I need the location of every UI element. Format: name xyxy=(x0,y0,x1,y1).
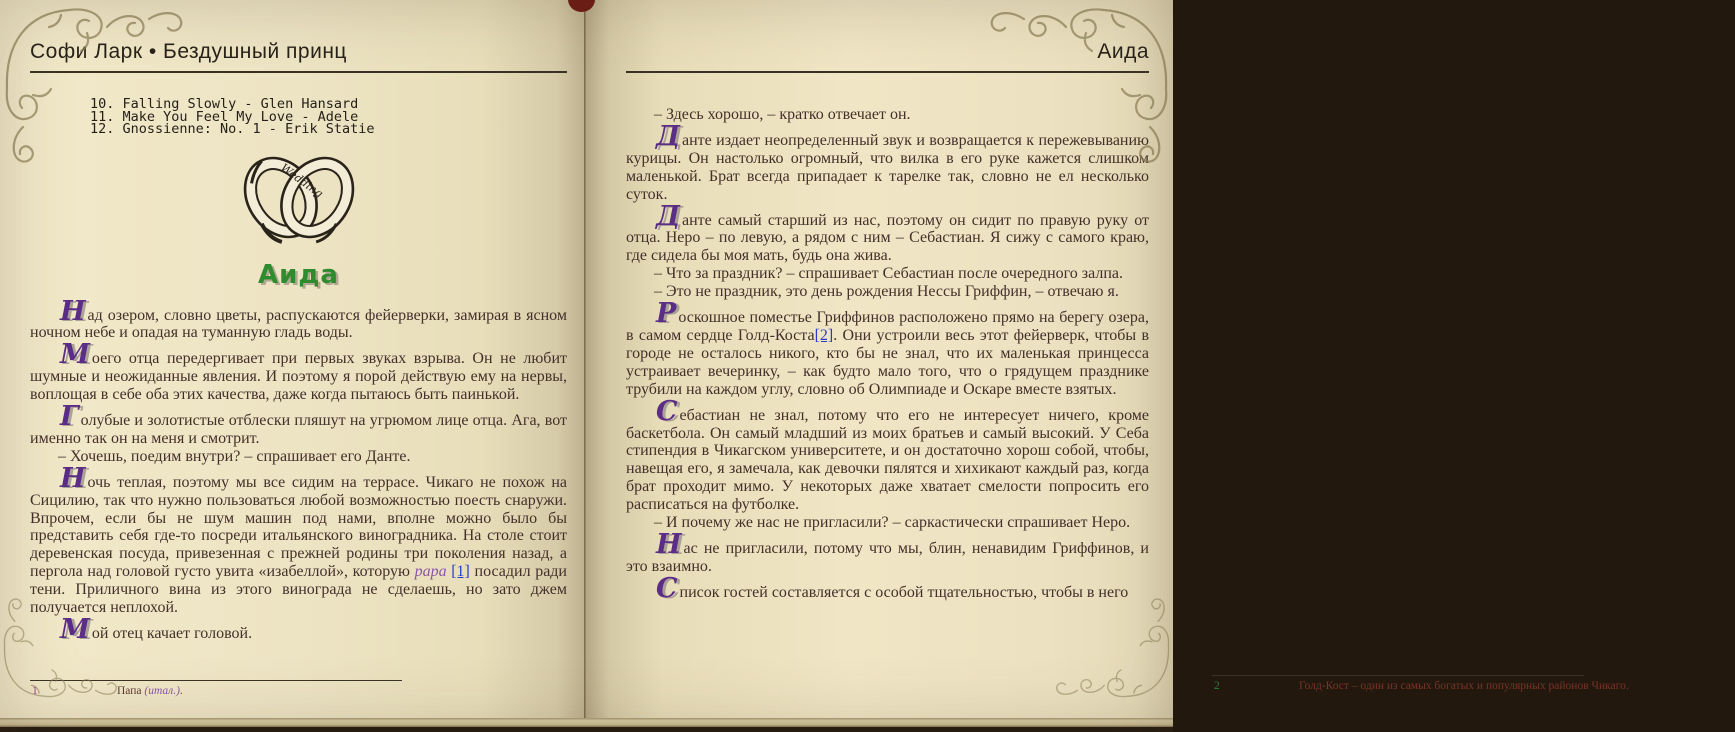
paragraph xyxy=(626,298,1150,399)
paragraph xyxy=(30,295,567,343)
running-header-right: Аида xyxy=(626,40,1149,73)
dialogue-line xyxy=(626,514,1149,532)
corner-ornament-top-right xyxy=(975,3,1170,155)
text-run: писок гостей составляется с особой тщательностью, чтобы в него xyxy=(679,583,1129,601)
drop-cap: Г xyxy=(60,401,79,433)
text-run: оскошное поместье Гриффинов расположено прямо на берегу озера, в самом сердце Голд-Коста xyxy=(626,309,1149,344)
drop-cap: С xyxy=(656,395,678,427)
text-run: Голд-Кост – один из самых богатых и популярных районов Чикаго. xyxy=(1299,680,1629,692)
drop-cap: Д xyxy=(656,120,681,152)
footnote-link[interactable]: [2] xyxy=(814,326,834,344)
wedding-rings-illustration xyxy=(233,145,365,251)
playlist-item: 12. Gnossienne: No. 1 - Erik Statie xyxy=(90,121,375,137)
text-run: . xyxy=(179,685,183,697)
page-edges xyxy=(0,718,1173,727)
text-run: ад озером, словно цветы, распускаются фейерверки, замирая в ясном ночном небе и опадая на туманную гладь воды. xyxy=(30,306,567,342)
drop-cap: Н xyxy=(60,462,86,494)
text-run: анте издает неопределенный звук и возвращается к пережевыванию курицы. Он настолько огромный, что вилка в его руке кажется слишком маленькой. Брат всегда припадает к тарелке так, словно не ел несколько суток. xyxy=(626,131,1149,203)
text-run: ой отец качает головой. xyxy=(91,625,253,642)
running-header-left: Софи Ларк • Бездушный принц xyxy=(30,40,567,73)
footnote-right xyxy=(1212,675,1735,692)
drop-cap: Н xyxy=(656,528,682,560)
chapter-title: Аида xyxy=(258,259,339,290)
text-run: – Хочешь, поедим внутри? – спрашивает его Данте. xyxy=(58,447,411,465)
text-run: олубые и золотистые отблески пляшут на угрюмом лице отца. Ага, вот именно так он на меня и смотрит. xyxy=(30,412,567,447)
text-run: оего отца передергивает при первых звуках взрыва. Он не любит шумные и неожиданные явления. И поэтому я порой действую ему на нервы, воплощая в себе оба этих качества, даже когда пытаюсь быть паинькой. xyxy=(30,350,567,404)
footnote-text xyxy=(117,685,567,697)
wedding-rings-icon xyxy=(233,145,365,251)
text-run: посадил ради тени. Приличного вина из этого винограда не сделаешь, но зато джем получается неплохой. xyxy=(30,563,567,617)
text-run: – Это не праздник, это день рождения Нессы Гриффин, – отвечаю я. xyxy=(654,283,1119,301)
text-run: Папа xyxy=(117,685,145,697)
drop-cap: М xyxy=(60,614,90,645)
playlist-item: 10. Falling Slowly - Glen Hansard xyxy=(90,96,359,112)
footnote-number: 2 xyxy=(1214,680,1220,692)
paragraph xyxy=(626,200,1149,266)
text-run: ас не пригласили, потому что мы, блин, ненавидим Гриффинов, и это взаимно. xyxy=(626,539,1149,575)
text-run: – Что за праздник? – спрашивает Себастиан после очередного залпа. xyxy=(654,265,1124,283)
drop-cap: Р xyxy=(656,298,677,330)
drop-cap: Д xyxy=(656,200,681,232)
text-run: очь теплая, поэтому мы все сидим на террасе. Чикаго не похож на Сицилию, так что нужно пользоваться любой возможностью поесть снаружи. Впрочем, если бы не шум машин под нами, вполне можно было бы представить себя где-то посреди итальянского виноградника. На столе стоит деревенская посуда, привезенная с прежней родины три поколения назад, а пергола над головой густо увита «изабеллой», которую xyxy=(30,473,567,581)
dialogue-line xyxy=(30,448,567,466)
paragraph xyxy=(626,395,1149,514)
page-body-right xyxy=(626,106,1149,602)
book-spine xyxy=(584,0,586,718)
italic-term: (итал.) xyxy=(144,685,180,697)
footnote-rule xyxy=(1212,675,1584,676)
paragraph xyxy=(30,339,567,404)
corner-ornament-bottom-left xyxy=(2,588,127,716)
book-cover-edge xyxy=(0,727,1173,732)
dialogue-line xyxy=(626,283,1149,301)
text-run: . Они устроили весь этот фейерверк, чтобы в городе не осталось никого, кто бы не знал, что их маленькая принцесса устраивает вечеринку, – как будто мало того, что о грядущем празднике трубили на каждом углу, словно об Олимпиаде и Оскаре вместе взятых. xyxy=(626,326,1150,398)
corner-ornament-bottom-right xyxy=(1046,588,1171,716)
playlist-item: 11. Make You Feel My Love - Adele xyxy=(90,108,359,125)
text-run: – Здесь хорошо, – кратко отвечает он. xyxy=(654,106,911,123)
corner-ornament-top-left xyxy=(3,3,198,155)
paragraph xyxy=(626,528,1149,576)
italic-term: papa xyxy=(414,563,447,581)
drop-cap: Н xyxy=(60,295,86,327)
footnote-text xyxy=(1299,680,1735,692)
drop-cap: М xyxy=(60,339,90,371)
paragraph xyxy=(30,401,567,448)
dialogue-line xyxy=(626,265,1149,283)
drop-cap: С xyxy=(656,572,678,604)
text-run: ебастиан не знал, потому что его не интересует ничего, кроме баскетбола. Он самый младший из моих братьев и самый высокий. У Себа стипендия в Чикагском университете, и он достаточно хорош собой, чтобы, навещая его, я замечала, как девочки пялятся и хихикают каждый раз, когда брат проходит мимо. У некоторых даже хватает смелости попросить его расписаться на футболке. xyxy=(626,406,1149,514)
rings-text: Wedding xyxy=(277,160,325,200)
text-run: анте самый старший из нас, поэтому он сидит по правую руку от отца. Неро – по левую, а рядом с ним – Себастиан. Я сижу с самого краю, где сидела бы моя мать, будь она жива. xyxy=(626,211,1149,265)
footnote-number: 1 xyxy=(32,685,38,697)
text-run: – И почему же нас не пригласили? – саркастически спрашивает Неро. xyxy=(654,514,1131,532)
footnote-link[interactable]: [1] xyxy=(451,563,470,581)
